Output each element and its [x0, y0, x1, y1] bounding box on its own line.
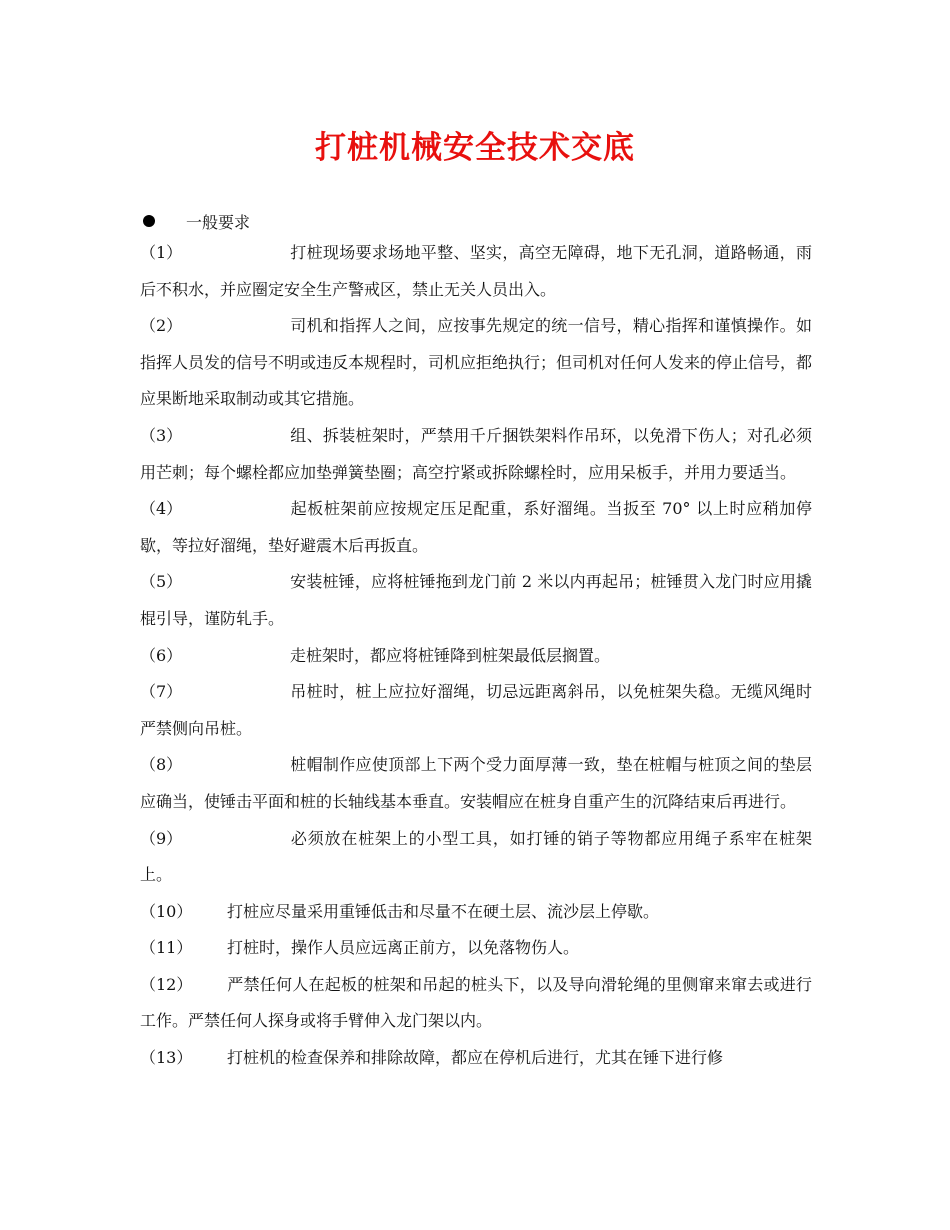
item-text: 打桩应尽量采用重锤低击和尽量不在硬土层、流沙层上停歇。: [227, 901, 660, 921]
item-text: 桩帽制作应使顶部上下两个受力面厚薄一致，垫在桩帽与桩顶之间的垫层应确当，使锤击平面和桩的长轴线基本垂直。安装帽应在桩身自重产生的沉降结束后再进行。: [140, 755, 812, 811]
item-number: （11）: [140, 938, 193, 958]
item-text: 必须放在桩架上的小型工具，如打锤的销子等物都应用绳子系牢在桩架上。: [140, 828, 812, 885]
list-item: [140, 1040, 812, 1077]
section-heading: [143, 207, 250, 235]
item-number: （12）: [140, 974, 193, 994]
item-number: （2）: [140, 316, 183, 336]
list-item: [140, 747, 812, 820]
list-item: [140, 235, 812, 308]
item-text: 走桩架时，都应将桩锤降到桩架最低层搁置。: [290, 645, 611, 665]
item-number: （13）: [140, 1048, 193, 1068]
item-text: 严禁任何人在起板的桩架和吊起的桩头下，以及导向滑轮绳的里侧窜来窜去或进行工作。严禁任何人探身或将手臂伸入龙门架以内。: [140, 974, 812, 1031]
list-item: [140, 821, 812, 894]
list-item: [140, 967, 812, 1040]
list-item: [140, 308, 812, 418]
item-number: （6）: [140, 645, 183, 665]
item-number: （3）: [140, 425, 183, 445]
item-text: 吊桩时，桩上应拉好溜绳，切忌远距离斜吊，以免桩架失稳。无缆风绳时严禁侧向吊桩。: [140, 682, 812, 738]
item-text: 安装桩锤，应将桩锤拖到龙门前 2 米以内再起吊；桩锤贯入龙门时应用撬棍引导，谨防轧手。: [140, 572, 812, 628]
item-number: （7）: [140, 682, 183, 702]
list-item: [140, 638, 812, 675]
list-item: [140, 674, 812, 747]
item-text: 打桩现场要求场地平整、坚实，高空无障碍，地下无孔洞，道路畅通，雨后不积水，并应圈定安全生产警戒区，禁止无关人员出入。: [140, 243, 812, 299]
item-text: 司机和指挥人之间，应按事先规定的统一信号，精心指挥和谨慎操作。如指挥人员发的信号不明或违反本规程时，司机应拒绝执行；但司机对任何人发来的停止信号，都应果断地采取制动或其它措施。: [140, 316, 813, 409]
requirements-list: [140, 235, 812, 1077]
list-item: [140, 418, 812, 491]
item-text: 打桩机的检查保养和排除故障，都应在停机后进行，尤其在锤下进行修: [227, 1048, 724, 1068]
list-item: [140, 564, 812, 637]
list-item: [140, 930, 812, 967]
item-number: （4）: [140, 499, 183, 519]
item-text: 组、拆装桩架时，严禁用千斤捆铁架料作吊环，以免滑下伤人；对孔必须用芒刺；每个螺栓都应加垫弹簧垫圈；高空拧紧或拆除螺栓时，应用呆板手，并用力要适当。: [140, 425, 812, 482]
item-number: （5）: [140, 572, 183, 592]
list-item: [140, 491, 812, 564]
bullet-icon: [143, 215, 155, 227]
document-title: 打桩机械安全技术交底: [315, 130, 635, 166]
list-item: [140, 894, 812, 931]
item-number: （10）: [140, 901, 193, 921]
item-text: 起板桩架前应按规定压足配重，系好溜绳。当扳至 70° 以上时应稍加停歇，等拉好溜绳，垫好避震木后再扳直。: [140, 499, 812, 555]
item-number: （9）: [140, 828, 183, 848]
item-number: （1）: [140, 243, 183, 262]
item-number: （8）: [140, 755, 183, 775]
item-text: 打桩时，操作人员应远离正前方，以免落物伤人。: [227, 938, 580, 958]
section-heading-text: 一般要求: [186, 212, 251, 232]
